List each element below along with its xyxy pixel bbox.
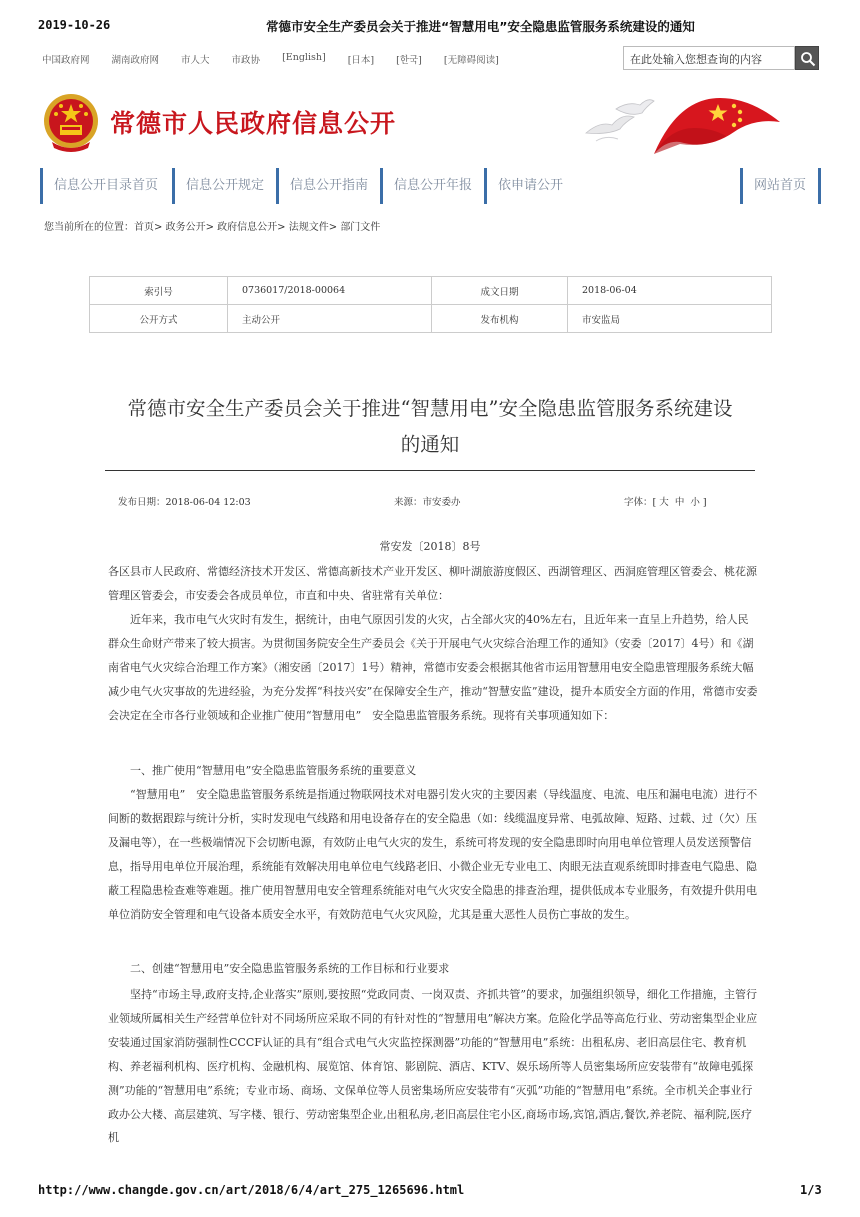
top-links-bar [42,52,521,66]
breadcrumb-dept-docs[interactable]: 部门文件 [340,222,381,233]
disclosure-mode-value: 主动公开 [228,305,432,333]
title-divider [105,470,755,471]
nav-apply-disclosure[interactable]: 依申请公开 [484,168,563,204]
top-link-english[interactable]: [English] [282,52,326,63]
breadcrumb-home[interactable]: 首页 [134,222,154,233]
section-heading-2: 二、创建“智慧用电”安全隐患监管服务系统的工作目标和行业要求 [130,962,450,975]
top-link-japanese[interactable]: [日本] [347,55,375,66]
breadcrumb-info-disclosure[interactable]: 政府信息公开 [217,222,278,233]
breadcrumb-prefix: 您当前所在的位置： [44,222,134,233]
breadcrumb: 您当前所在的位置：首页> 政务公开> 政府信息公开> 法规文件> 部门文件 [44,222,381,233]
table-row [90,277,772,305]
nav-disclosure-guide[interactable]: 信息公开指南 [276,168,368,204]
document-number: 常安发〔2018〕8号 [379,540,481,553]
publish-source: 来源：市安委办 [394,497,461,508]
nav-site-home[interactable]: 网站首页 [740,168,821,204]
page-number: 1/3 [800,1183,822,1197]
font-small-button[interactable]: 小 [690,497,700,508]
body-paragraph: “智慧用电” 安全隐患监管服务系统是指通过物联网技术对电器引发火灾的主要因素（导线温度、电流、电压和漏电电流）进行不间断的数据跟踪与统计分析，实时发现电气线路和用电设备存在的安全隐患（如：线缆温度异常、电弧故障、短路、过载、过（欠）压及漏电等），在一些极端情况下会切断电源，有效防止电气火灾的发生，系统可将发现的安全隐患即时向用电单位管理人员发送预警信息，指导用电单位开展治理，系统能有效解决用电单位电气线路老旧、小微企业无专业电工、肉眼无法直观系统即时排查电气隐患、隐蔽工程隐患检查难等难题。推广使用智慧用电安全管理系统能对电气火灾安全隐患的排查治理，提供低成本专业服务，有效提升供用电单位消防安全管理和电气设备本质安全水平，有效防范电气火灾风险，尤其是重大恶性人员伤亡事故的发生。 [108,788,758,921]
site-title: 常德市人民政府信息公开 [110,109,397,138]
document-title-line1: 常德市安全生产委员会关于推进“智慧用电”安全隐患监管服务系统建设 [127,397,733,420]
flag-image [650,88,785,160]
written-date-value: 2018-06-04 [568,277,772,305]
top-link-china-gov[interactable]: 中国政府网 [42,55,90,66]
print-footer [0,1176,860,1206]
top-link-cppcc[interactable]: 市政协 [231,55,261,66]
document-meta-table [89,276,772,333]
index-number-label: 索引号 [90,277,228,305]
breadcrumb-gov-affairs[interactable]: 政务公开 [165,222,206,233]
section-heading-1: 一、推广使用“智慧用电”安全隐患监管服务系统的重要意义 [130,764,417,777]
body-paragraph: 坚持“市场主导,政府支持,企业落实”原则,要按照“党政同责、一岗双责、齐抓共管”的要求，加强组织领导，细化工作措施，主管行业领域所属相关生产经营单位针对不同场所应采取不同的有针对性的“智慧用电”解决方案。危险化学品等高危行业、劳动密集型企业应安装通过国家消防强制性CCCF认证的具有“组合式电气火灾监控探测器”功能的“智慧用电”系统：出租私房、老旧高层住宅、教育机构、养老福利机构、医疗机构、金融机构、展览馆、体育馆、影剧院、酒店、KTV、娱乐场所等人员密集场所应安装带有“故障电弧探测”功能的“智慧用电”系统；专业市场、商场、文保单位等人员密集场所应安装带有“灭弧”功能的“智慧用电”系统。全市机关企事业行政办公大楼、高层建筑、写字楼、银行、劳动密集型企业,出租私房,老旧高层住宅小区,商场市场,宾馆,酒店,餐饮,养老院、福利院,医疗机 [108,988,758,1145]
font-size-switcher: 字体：[ 大 中 小 ] [624,497,707,508]
print-title: 常德市安全生产委员会关于推进“智慧用电”安全隐患监管服务系统建设的通知 [266,19,695,34]
body-paragraph: 近年来，我市电气火灾时有发生，据统计，由电气原因引发的火灾，占全部火灾的40%左右，且近年来一直呈上升趋势，给人民群众生命财产带来了较大损害。为贯彻国务院安全生产委员会《关于开展电气火灾综合治理工作的通知》（安委〔2017〕4号）和《湖南省电气火灾综合治理工作方案》（湘安函〔2017〕1号）精神，常德市安委会根据其他省市运用智慧用电安全隐患管理服务系统大幅减少电气火灾事故的先进经验，为充分发挥“科技兴安”在保障安全生产，推动“智慧安监”建设，提升本质安全方面的作用，常德市安委会决定在全市各行业领域和企业推广使用“智慧用电” 安全隐患监管服务系统。现将有关事项通知如下： [108,613,758,722]
search-button[interactable] [795,46,819,70]
top-link-accessible[interactable]: [无障碍阅读] [443,55,499,66]
top-link-korean[interactable]: [한국] [396,55,422,66]
national-emblem-icon [42,92,100,152]
index-number-value: 0736017/2018-00064 [228,277,432,305]
breadcrumb-regulations[interactable]: 法规文件 [288,222,329,233]
publishing-org-value: 市安监局 [568,305,772,333]
search-icon [800,51,816,67]
written-date-label: 成文日期 [432,277,568,305]
top-link-hunan-gov[interactable]: 湖南政府网 [111,55,160,66]
addressees: 各区县市人民政府、常德经济技术开发区、常德高新技术产业开发区、柳叶湖旅游度假区、西湖管理区、西洞庭管理区管委会、桃花源管理区管委会，市安委会各成员单位，市直和中央、省驻常有关单位： [108,565,757,602]
font-medium-button[interactable]: 中 [674,497,685,508]
print-date: 2019-10-26 [38,18,111,32]
table-row [90,305,772,333]
document-title [104,391,756,463]
main-nav [40,168,820,204]
search-input[interactable]: 在此处输入您想查询的内容 [623,46,795,70]
document-title-line2: 的通知 [400,433,460,456]
nav-disclosure-rules[interactable]: 信息公开规定 [172,168,264,204]
font-large-button[interactable]: 大 [659,497,669,508]
publish-date: 发布日期：2018-06-04 12:03 [118,497,251,508]
top-link-npc[interactable]: 市人大 [181,55,210,66]
nav-annual-report[interactable]: 信息公开年报 [380,168,472,204]
nav-directory-home[interactable]: 信息公开目录首页 [40,168,158,204]
disclosure-mode-label: 公开方式 [90,305,228,333]
publishing-org-label: 发布机构 [432,305,568,333]
print-header [0,0,860,40]
print-url: http://www.changde.gov.cn/art/2018/6/4/art_275_1265696.html [38,1183,465,1197]
doves-image [578,95,658,145]
